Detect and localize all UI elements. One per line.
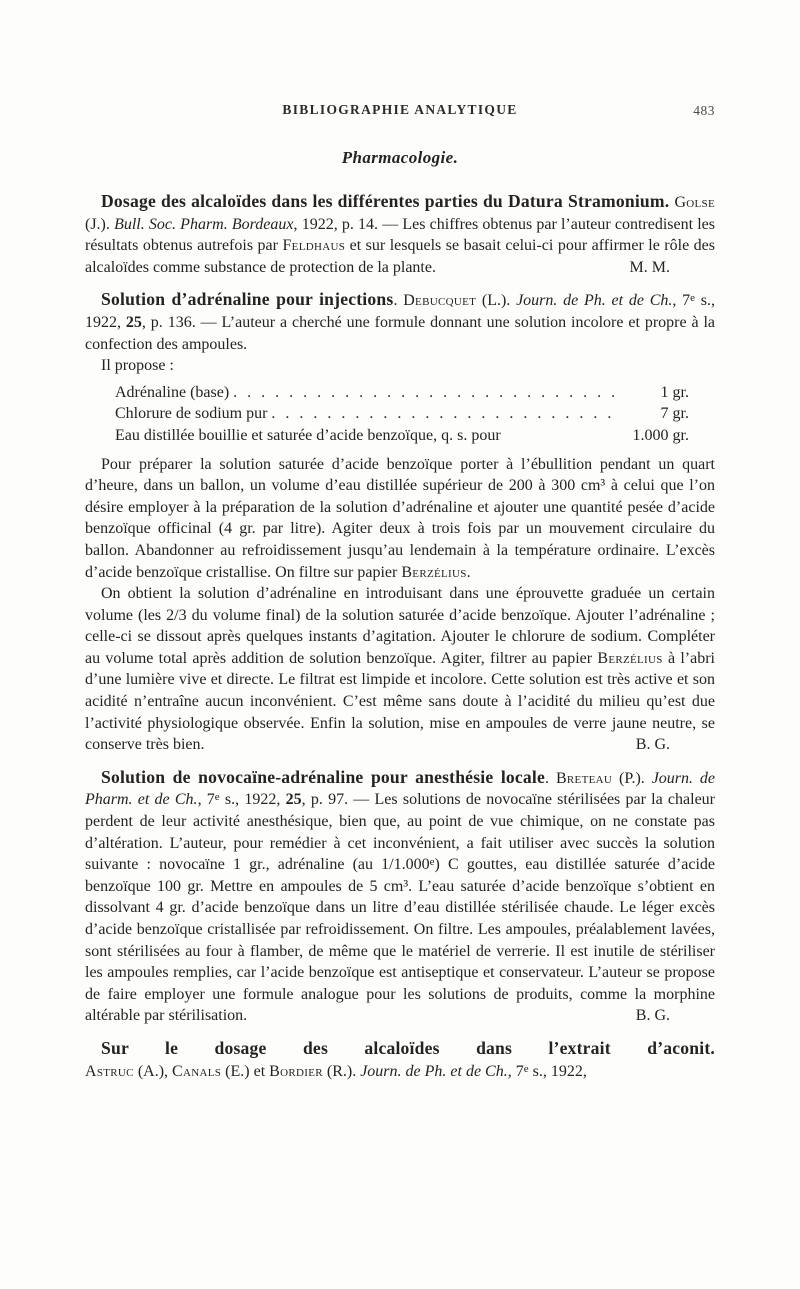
running-title: BIBLIOGRAPHIE ANALYTIQUE <box>282 102 518 117</box>
formula-label: Adrénaline (base) <box>115 383 230 401</box>
page-number: 483 <box>693 103 715 118</box>
page-body <box>85 0 715 1082</box>
journal-citation: Journ. de Ph. et de Ch. <box>360 1062 508 1080</box>
text-run: s., 1922, <box>85 292 716 331</box>
formula-table <box>115 382 689 447</box>
text-run: , p. 97. — Les solutions de novocaïne stérilisées par la chaleur perdent de leur activité anesthésique, bien que, au point de vue chimique, on ne constate pas d’altération. L’auteur, pour remédier à cet inconvénient, a fait utiliser avec succès la solution suivante : novocaïne 1 gr., adrénaline (au 1/1.000 <box>85 791 716 874</box>
obtention-paragraph <box>85 583 715 756</box>
text-run: , 7 <box>672 292 691 310</box>
text-run: ) C gouttes, eau distillée saturée d’acide benzoïque 100 gr. Mettre en ampoules de 5 cm³. L’eau saturée d’acide benzoïque s’obtient en dissolvant 4 gr. d’acide benzoïque dans un litre d’eau distillée stérilisée chaude. Le léger excès d’acide benzoïque cristallisée par refroidissement. On filtre. Les ampoules, préalablement lavées, sont stérilisées au four à flamber, de même que le matériel de verrerie. Il est inutile de stériliser les ampoules remplies, car l’acide benzoïque est antiseptique et conservateur. L’auteur se propose de faire employer une formule analogue pour les solutions de produits, comme la morphine altérable par stérilisation. <box>85 856 715 1025</box>
preparation-paragraph <box>85 454 715 584</box>
text-run: , 1922, p. 14. — Les chiffres obtenus par l’auteur contredisent les résultats obtenus autrefois par <box>85 215 715 255</box>
entry-paragraph <box>85 289 715 355</box>
text-run: e <box>523 1062 529 1075</box>
text-run: 25 <box>125 313 142 331</box>
entry-aconit-dosage <box>85 1038 715 1082</box>
running-head <box>85 102 715 122</box>
author-name: Canals <box>172 1062 222 1080</box>
text-run: e <box>429 856 435 869</box>
text-run: . <box>393 292 404 310</box>
text-run: (R.). <box>322 1062 361 1080</box>
text-run: s., 1922, <box>528 1062 587 1080</box>
entry-heading: Solution d’adrénaline pour injections <box>101 289 394 310</box>
text-run: e <box>214 791 220 804</box>
dot-leader <box>233 382 615 404</box>
journal-citation: Journ. de Pharm. et de Ch. <box>85 769 716 809</box>
formula-label: Chlorure de sodium pur <box>115 405 268 423</box>
entry-heading: Sur le dosage des alcaloïdes dans l’extrait d’aconit. <box>101 1037 715 1058</box>
text-run: à l’abri d’une lumière vive et directe. Le filtrat est limpide et incolore. Cette solution est très active et son acidité n’entraîne aucun inconvénient. C’est même sans doute à l’acidité du milieu qu’est due l’activité physiologique observée. Enfin la solution, mise en ampoules de verre jaune neutre, se conserve très bien. <box>85 649 715 754</box>
bibliography-content <box>85 191 715 1082</box>
text-run: Pour préparer la solution saturée d’acide benzoïque porter à l’ébullition pendant un quart d’heure, dans un ballon, un volume d’eau distillée supérieur de 200 à 300 cm³ à celui que l’on désire employer à la préparation de la solution d’adrénaline et ajouter une quantité pesée d’acide benzoïque officinal (4 gr. par litre). Agiter deux à trois fois par un mouvement circulaire du ballon. Abandonner au refroidissement jusqu’au lendemain à la température ordinaire. L’excès d’acide benzoïque cristallise. On filtre sur papier <box>85 455 715 581</box>
entry-heading-line <box>85 1038 715 1061</box>
text-run: 25 <box>285 791 302 809</box>
formula-row <box>115 382 689 404</box>
text-run: (P.). <box>612 769 652 787</box>
text-run: e <box>690 292 696 305</box>
author-name: Astruc <box>85 1062 134 1080</box>
text-run: , 7 <box>507 1062 524 1080</box>
entry-heading: Solution de novocaïne-adrénaline pour anesthésie locale <box>101 766 546 787</box>
text-run: (L.). <box>476 292 517 310</box>
entry-novocaine-adrenaline <box>85 767 715 1027</box>
formula-amount: 7 gr. <box>660 405 689 423</box>
text-run: On obtient la solution d’adrénaline en introduisant dans une éprouvette graduée un certain volume (les 2/3 du volume final) de la solution saturée d’acide benzoïque. Ajouter l’adrénaline ; celle-ci se dissout après quelques instants d’agitation. Ajouter le chlorure de sodium. Compléter au volume total après addition de solution benzoïque. Agiter, filtrer au papier <box>85 585 715 667</box>
entry-paragraph <box>85 191 715 278</box>
propose-line: Il propose : <box>101 357 174 375</box>
section-title: Pharmacologie. <box>341 148 459 167</box>
formula-label: Eau distillée bouillie et saturée d’acide benzoïque, q. s. pour <box>115 426 501 444</box>
author-name: Bordier <box>269 1062 323 1080</box>
journal-citation: Journ. de Ph. et de Ch. <box>516 292 673 310</box>
author-name: Golse <box>674 194 715 211</box>
entry-authors-line <box>85 1061 715 1083</box>
author-name: Debucquet <box>403 292 477 310</box>
author-name: Berzélius <box>597 649 663 667</box>
entry-paragraph <box>85 767 715 1027</box>
text-run: . <box>545 769 556 787</box>
entry-datura-dosage <box>85 191 715 278</box>
text-run: , 7 <box>197 791 215 809</box>
entry-adrenaline-solution <box>85 289 715 755</box>
text-run: (A.), <box>133 1062 173 1080</box>
formula-amount: 1 gr. <box>660 383 689 401</box>
formula-row <box>115 425 689 447</box>
text-run: , p. 136. — L’auteur a cherché une formule donnant une solution incolore et propre à la confection des ampoules. <box>85 313 716 353</box>
author-name: Berzélius <box>401 563 467 581</box>
formula-amount: 1.000 gr. <box>632 426 689 444</box>
journal-citation: Bull. Soc. Pharm. Bordeaux <box>114 215 294 233</box>
author-name: Feldhaus <box>282 237 346 255</box>
text-run: et sur lesquels se basait celui-ci pour affirmer le rôle des alcaloïdes comme substance de protection de la plante. <box>85 237 716 276</box>
reviewer-initials: B. G. <box>635 736 670 754</box>
author-name: Breteau <box>555 769 613 787</box>
text-run: (E.) et <box>221 1062 270 1080</box>
reviewer-initials: B. G. <box>635 1007 670 1025</box>
text-run: (J.). <box>85 215 115 233</box>
entry-heading: Dosage des alcaloïdes dans les différentes parties du Datura Stramonium <box>101 191 665 211</box>
reviewer-initials: M. M. <box>629 258 670 276</box>
text-run: s., 1922, <box>219 791 286 809</box>
text-run: . <box>466 563 471 581</box>
text-run: . <box>664 191 675 211</box>
dot-leader <box>271 403 615 425</box>
formula-row <box>115 403 689 425</box>
